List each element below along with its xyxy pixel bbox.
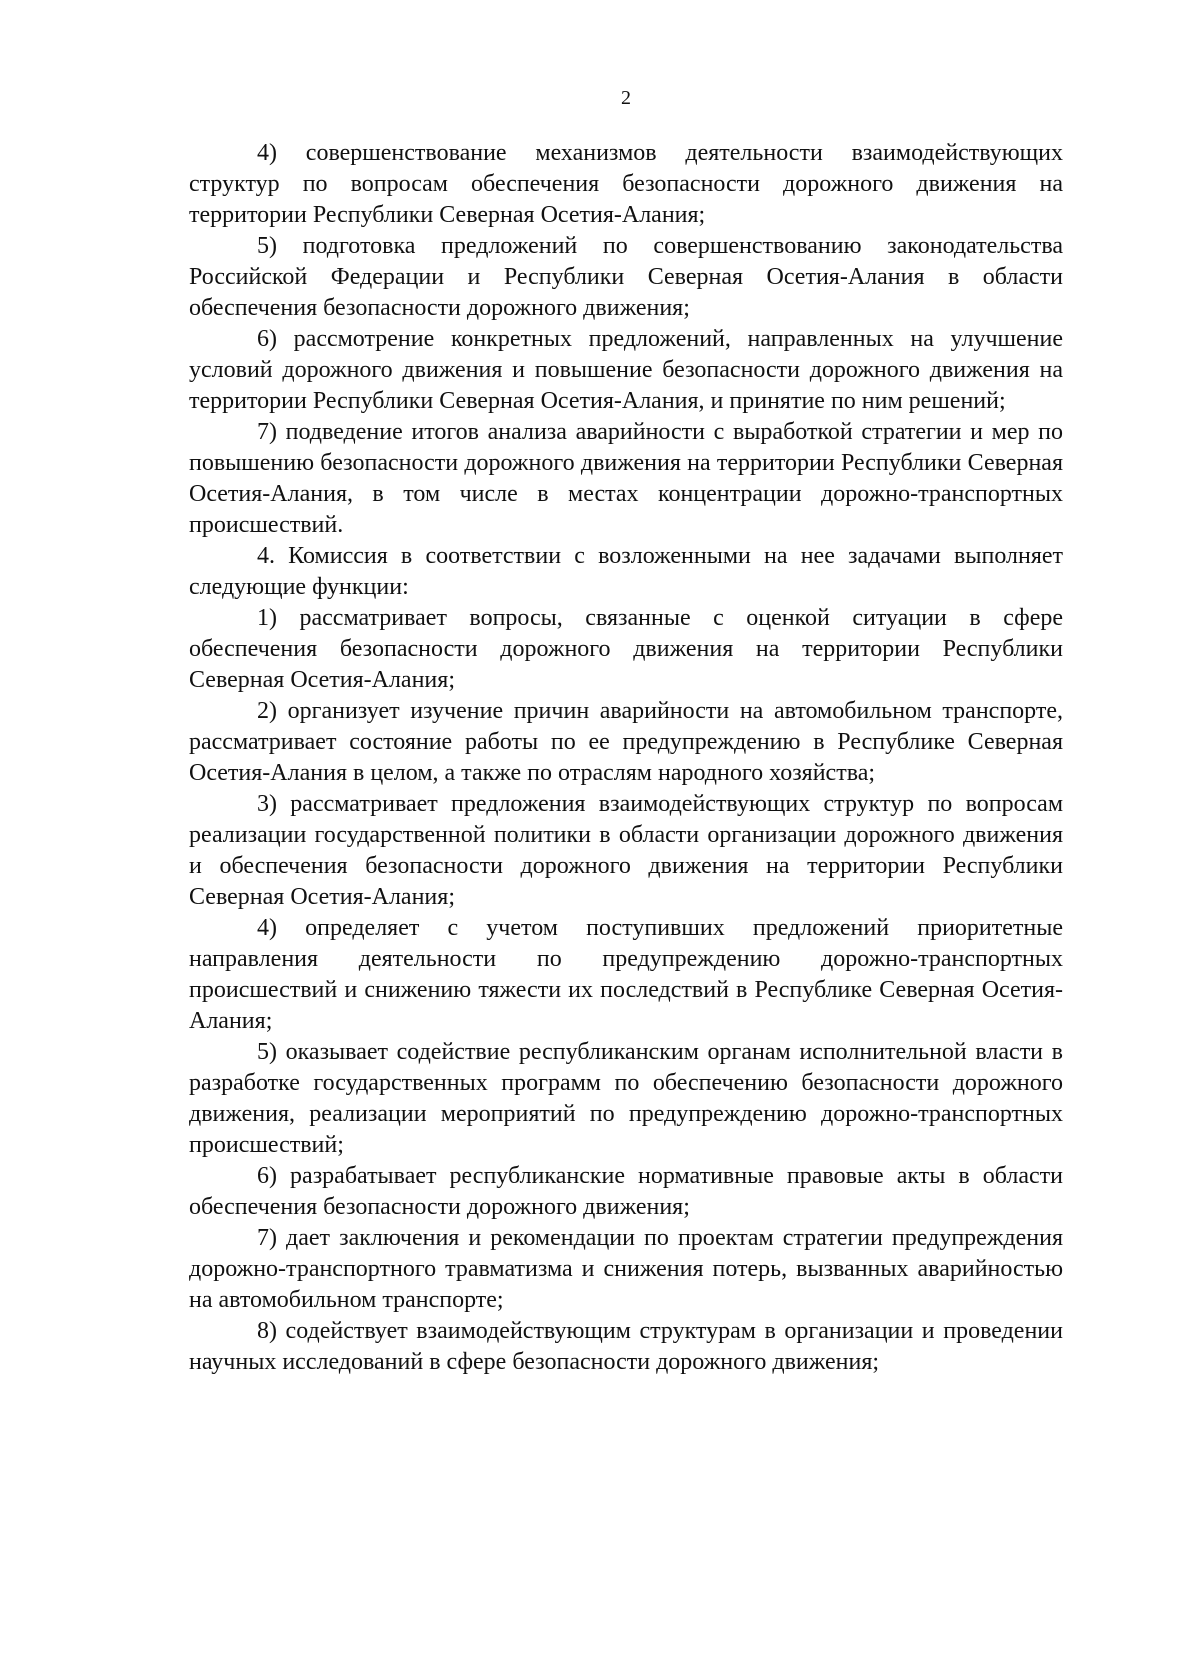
paragraph: 3) рассматривает предложения взаимодействующих структур по вопросам реализации государственной политики в области организации дорожного движения и обеспечения безопасности дорожного движения на территории Республики Северная Осетия-Алания; bbox=[189, 791, 1063, 910]
paragraph: 8) содействует взаимодействующим структурам в организации и проведении научных исследований в сфере безопасности дорожного движения; bbox=[189, 1318, 1063, 1375]
paragraph: 5) подготовка предложений по совершенствованию законодательства Российской Федерации и Республики Северная Осетия-Алания в области обеспечения безопасности дорожного движения; bbox=[189, 233, 1063, 321]
paragraph: 1) рассматривает вопросы, связанные с оценкой ситуации в сфере обеспечения безопасности дорожного движения на территории Республики Северная Осетия-Алания; bbox=[189, 605, 1063, 693]
paragraph: 4) определяет с учетом поступивших предложений приоритетные направления деятельности по предупреждению дорожно-транспортных происшествий и снижению тяжести их последствий в Республике Северная Осетия-Алания; bbox=[189, 915, 1063, 1034]
paragraph: 4. Комиссия в соответствии с возложенными на нее задачами выполняет следующие функции: bbox=[189, 543, 1063, 600]
document-body bbox=[189, 138, 1063, 1378]
paragraph: 5) оказывает содействие республиканским органам исполнительной власти в разработке государственных программ по обеспечению безопасности дорожного движения, реализации мероприятий по предупреждению дорожно-транспортных происшествий; bbox=[189, 1039, 1063, 1158]
paragraph: 4) совершенствование механизмов деятельности взаимодействующих структур по вопросам обеспечения безопасности дорожного движения на территории Республики Северная Осетия-Алания; bbox=[189, 140, 1063, 228]
paragraph: 7) подведение итогов анализа аварийности с выработкой стратегии и мер по повышению безопасности дорожного движения на территории Республики Северная Осетия-Алания, в том числе в местах концентрации дорожно-транспортных происшествий. bbox=[189, 419, 1063, 538]
paragraph: 2) организует изучение причин аварийности на автомобильном транспорте, рассматривает состояние работы по ее предупреждению в Республике Северная Осетия-Алания в целом, а также по отраслям народного хозяйства; bbox=[189, 698, 1063, 786]
page-number: 2 bbox=[621, 87, 631, 109]
paragraph: 6) разрабатывает республиканские нормативные правовые акты в области обеспечения безопасности дорожного движения; bbox=[189, 1163, 1063, 1220]
paragraph: 7) дает заключения и рекомендации по проектам стратегии предупреждения дорожно-транспортного травматизма и снижения потерь, вызванных аварийностью на автомобильном транспорте; bbox=[189, 1225, 1063, 1313]
paragraph: 6) рассмотрение конкретных предложений, направленных на улучшение условий дорожного движения и повышение безопасности дорожного движения на территории Республики Северная Осетия-Алания, и принятие по ним решений; bbox=[189, 326, 1063, 414]
